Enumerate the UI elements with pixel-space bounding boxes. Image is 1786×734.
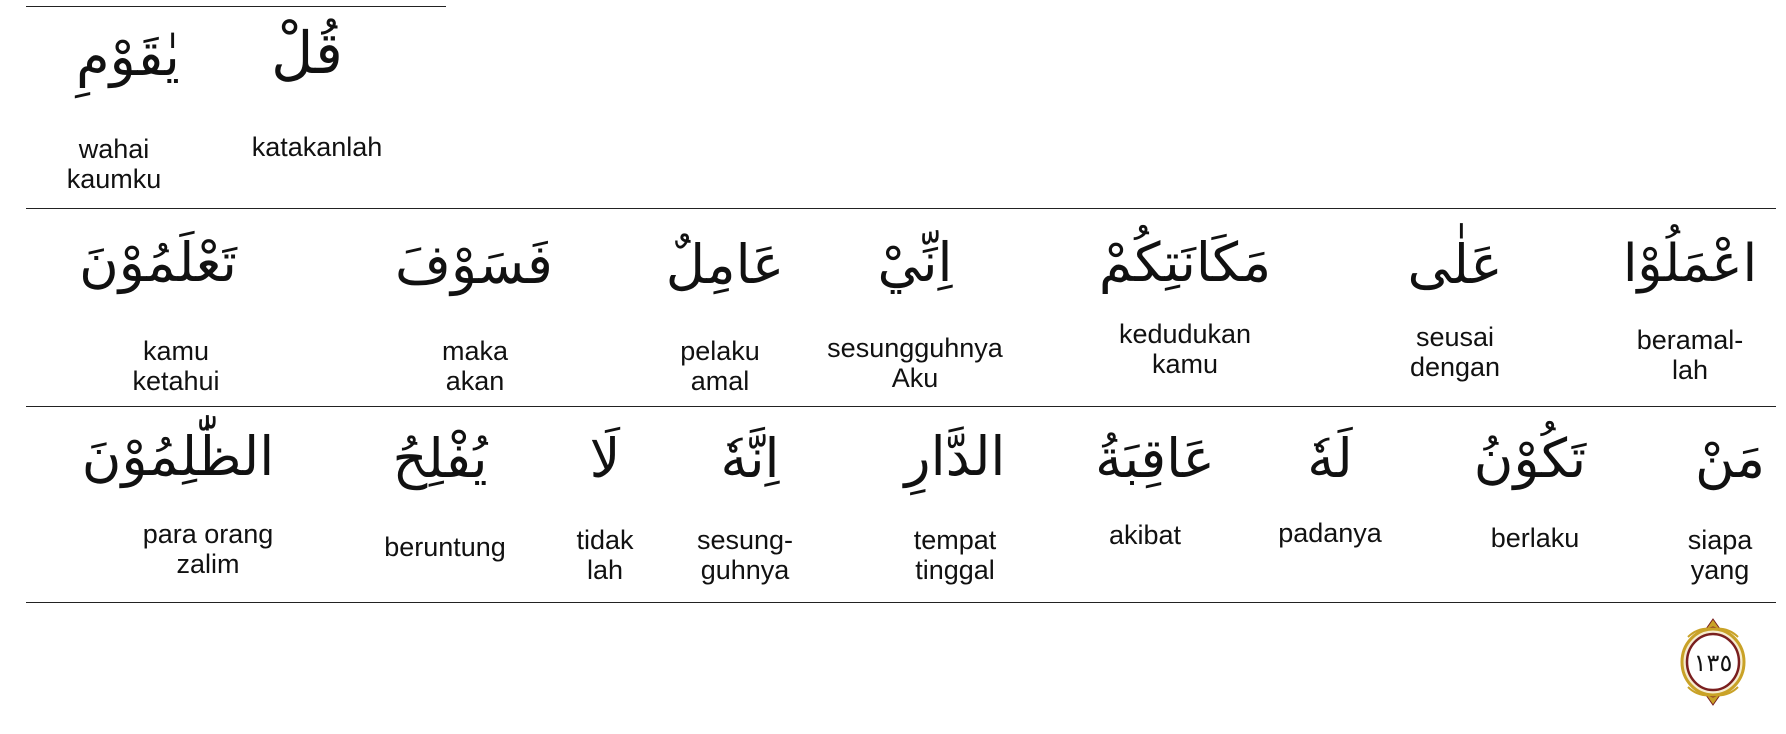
arabic-word: مَكَانَتِكُمْ	[1098, 231, 1272, 294]
gloss-line: kamu	[1151, 349, 1219, 379]
word-gloss	[1620, 325, 1760, 385]
word-gloss	[1465, 523, 1605, 553]
gloss-line: berlaku	[1490, 523, 1580, 553]
gloss-line: guhnya	[700, 555, 790, 585]
gloss-line: amal	[690, 366, 750, 396]
gloss-line: maka	[441, 336, 509, 366]
arabic-word: تَكُوْنُ	[1473, 427, 1587, 490]
gloss-line: wahai	[78, 134, 150, 164]
arabic-word: اعْمَلُوْا	[1622, 234, 1758, 294]
gloss-line: lah	[586, 555, 624, 585]
word-gloss	[1075, 520, 1215, 550]
arabic-word: الظّٰلِمُوْنَ	[81, 425, 275, 488]
arabic-word: فَسَوْفَ	[395, 233, 553, 296]
gloss-line: sesung-	[696, 525, 794, 555]
arabic-word: مَنْ	[1694, 427, 1766, 490]
gloss-line: katakanlah	[251, 132, 383, 162]
row-divider-2	[26, 406, 1776, 407]
gloss-line: zalim	[176, 549, 240, 579]
arabic-word: الدَّارِ	[904, 425, 1006, 488]
gloss-line: lah	[1671, 355, 1709, 385]
arabic-word: عَلٰى	[1407, 233, 1503, 296]
word-gloss	[405, 336, 545, 396]
gloss-line: pelaku	[680, 336, 760, 366]
gloss-line: sesungguhnya	[827, 333, 1003, 363]
gloss-line: akibat	[1108, 520, 1182, 550]
gloss-line: ketahui	[132, 366, 220, 396]
arabic-word: يٰقَوْمِ	[76, 25, 180, 88]
word-gloss	[128, 519, 288, 579]
word-gloss	[1665, 525, 1775, 585]
gloss-line: tempat	[913, 525, 997, 555]
page-number-badge	[1678, 617, 1748, 707]
word-gloss	[1260, 518, 1400, 548]
gloss-line: siapa	[1687, 525, 1753, 555]
gloss-line: akan	[445, 366, 505, 396]
word-gloss	[650, 336, 790, 396]
word-gloss	[232, 132, 402, 162]
gloss-line: tinggal	[915, 555, 995, 585]
arabic-word: يُفْلِحُ	[392, 427, 488, 490]
gloss-line: padanya	[1278, 518, 1382, 548]
gloss-line: dengan	[1409, 352, 1501, 382]
word-gloss	[560, 525, 650, 585]
word-gloss	[370, 532, 520, 562]
arabic-word: اِنِّيْ	[877, 231, 953, 294]
arabic-word: قُلْ	[271, 19, 343, 87]
arabic-word: عَاقِبَةُ	[1095, 427, 1215, 490]
word-gloss	[675, 525, 815, 585]
arabic-word: لَا	[589, 427, 621, 490]
page-number: ١٣٥	[1693, 649, 1733, 677]
word-gloss	[885, 525, 1025, 585]
gloss-line: Aku	[891, 363, 939, 393]
gloss-line: seusai	[1415, 322, 1495, 352]
arabic-word: تَعْلَمُوْنَ	[79, 231, 237, 294]
word-gloss	[44, 134, 184, 194]
word-gloss	[810, 333, 1020, 393]
arabic-word: لَهٗ	[1307, 427, 1353, 490]
gloss-line: kedudukan	[1118, 319, 1252, 349]
row-divider-1	[26, 208, 1776, 209]
arabic-word: اِنَّهٗ	[720, 427, 780, 490]
gloss-line: beruntung	[384, 532, 506, 562]
gloss-line: para orang	[142, 519, 274, 549]
gloss-line: tidak	[576, 525, 634, 555]
word-gloss	[106, 336, 246, 396]
bottom-rule	[26, 602, 1776, 603]
gloss-line: yang	[1690, 555, 1750, 585]
arabic-word: عَامِلٌ	[665, 233, 785, 296]
gloss-line: kamu	[142, 336, 210, 366]
word-gloss	[1100, 319, 1270, 379]
top-rule	[26, 6, 446, 7]
word-gloss	[1385, 322, 1525, 382]
gloss-line: beramal-	[1636, 325, 1744, 355]
gloss-line: kaumku	[66, 164, 162, 194]
